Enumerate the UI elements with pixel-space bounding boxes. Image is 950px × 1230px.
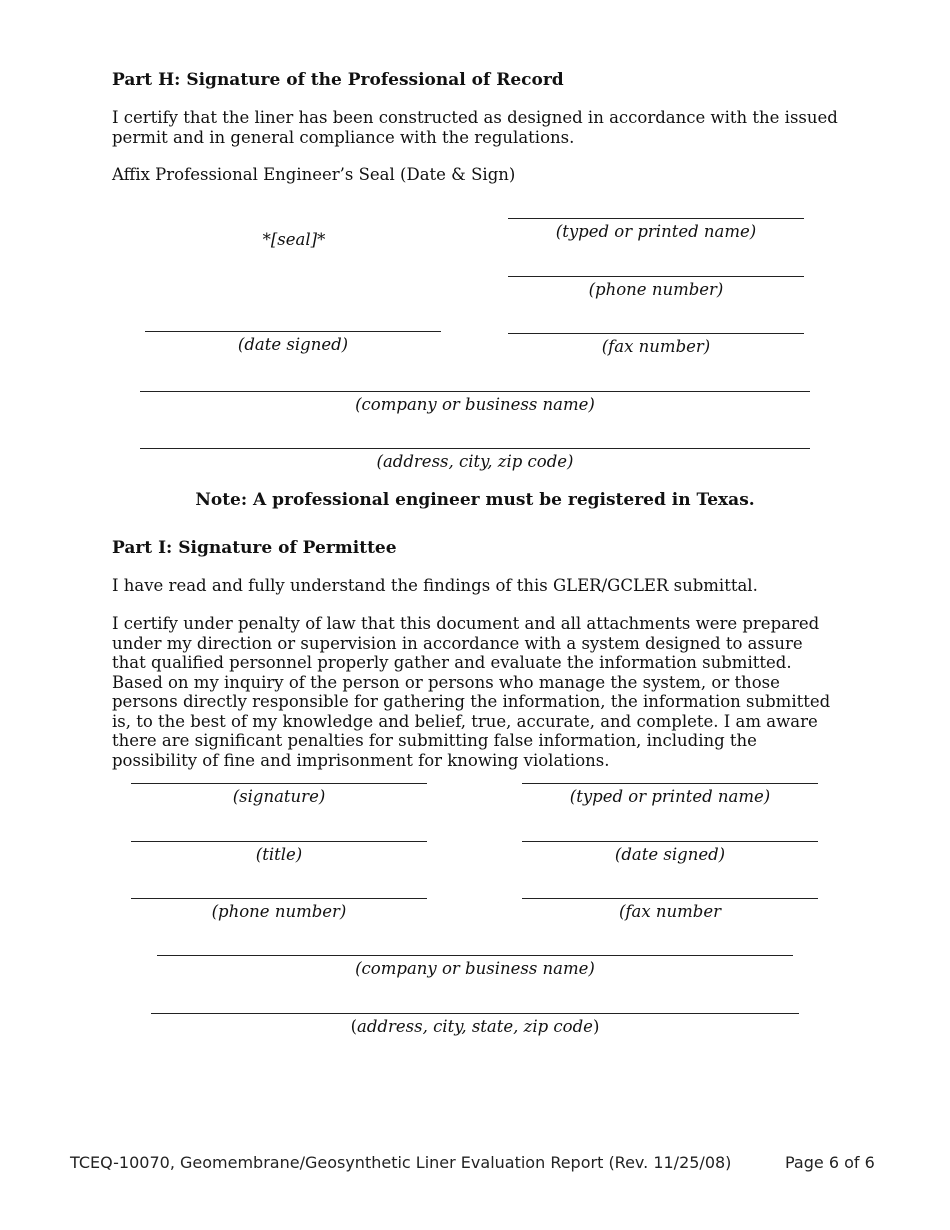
part-h-certification: I certify that the liner has been constructed as designed in accordance with the issued permit and in general compliance with the regulations. [112,108,838,147]
engineer-address-caption: (address, city, zip code) [376,452,574,471]
permittee-name-line[interactable] [522,783,818,784]
part-h-heading: Part H: Signature of the Professional of Record [112,70,564,90]
engineer-address-line[interactable] [140,448,810,449]
engineer-fax-line[interactable] [508,333,804,334]
permittee-fax-line[interactable] [522,898,818,899]
permittee-phone-line[interactable] [131,898,427,899]
permittee-company-line[interactable] [157,955,793,956]
registration-note: Note: A professional engineer must be registered in Texas. [195,490,755,510]
permittee-signature-caption: (signature) [232,787,326,806]
engineer-company-line[interactable] [140,391,810,392]
part-i-certification: I certify under penalty of law that this document and all attachments were prepared under my direction or supervision in accordance with a system designed to assure that qualified personnel properly gather and evaluate the information submitted. Based on my inquiry of the person or persons who manage the system, or those persons directly responsible for gathering the information, the information submitted is, to the best of my knowledge and belief, true, accurate, and complete. I am aware there are significant penalties for submitting false information, including the possibility of fine and imprisonment for knowing violations. [112,614,831,770]
engineer-name-line[interactable] [508,218,804,219]
seal-placeholder: *[seal]* [262,230,326,249]
permittee-date-line[interactable] [522,841,818,842]
footer-page-number: Page 6 of 6 [785,1153,875,1172]
part-i-heading: Part I: Signature of Permittee [112,538,397,558]
engineer-fax-caption: (fax number) [601,337,711,356]
permittee-fax-caption: (fax number [618,902,722,921]
permittee-address-caption [151,1017,799,1036]
engineer-date-line[interactable] [145,331,441,332]
engineer-phone-line[interactable] [508,276,804,277]
permittee-title-line[interactable] [131,841,427,842]
part-i-read-statement: I have read and fully understand the findings of this GLER/GCLER submittal. [112,576,758,595]
engineer-date-caption: (date signed) [237,335,349,354]
engineer-name-caption: (typed or printed name) [555,222,757,241]
permittee-address-line[interactable] [151,1013,799,1014]
permittee-phone-caption: (phone number) [211,902,347,921]
address-open-paren: ( [350,1017,358,1036]
permittee-date-caption: (date signed) [614,845,726,864]
seal-instruction: Affix Professional Engineer’s Seal (Date & Sign) [112,165,516,184]
permittee-title-caption: (title) [255,845,303,864]
address-close-paren: ) [592,1017,600,1036]
engineer-company-caption: (company or business name) [355,395,595,414]
permittee-signature-line[interactable] [131,783,427,784]
engineer-phone-caption: (phone number) [588,280,724,299]
footer-form-id: TCEQ-10070, Geomembrane/Geosynthetic Liner Evaluation Report (Rev. 11/25/08) [70,1153,732,1172]
address-text: address, city, state, zip code [357,1017,593,1036]
permittee-company-caption: (company or business name) [355,959,595,978]
permittee-name-caption: (typed or printed name) [569,787,771,806]
